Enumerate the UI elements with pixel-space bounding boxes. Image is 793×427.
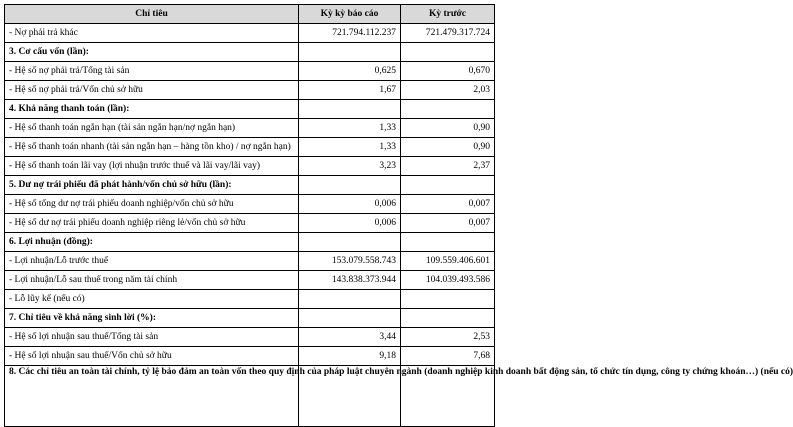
row-previous-value: 0,670 [401,62,495,81]
row-current-value: 1,33 [299,119,401,138]
row-previous-value [401,176,495,195]
row-label: - Hệ số thanh toán nhanh (tài sản ngắn hạn – hàng tồn kho) / nợ ngắn hạn) [5,138,299,157]
row-previous-value: 0,007 [401,195,495,214]
table-row [5,119,495,138]
table-row [5,328,495,347]
row-label: - Lợi nhuận/Lỗ trước thuế [5,252,299,271]
row-label: - Hệ số tổng dư nợ trái phiếu doanh nghiệp/vốn chủ sở hữu [5,195,299,214]
row-previous-value [401,100,495,119]
row-label: - Lỗ lũy kế (nếu có) [5,290,299,309]
row-previous-value [401,309,495,328]
financial-indicators-table [4,4,793,427]
row-previous-value: 0,90 [401,119,495,138]
row-current-value [299,176,401,195]
table-row [5,81,495,100]
table-section-row [5,43,495,62]
row-previous-value: 2,53 [401,328,495,347]
row-current-value [299,233,401,252]
row-current-value: 1,33 [299,138,401,157]
table-body [5,24,495,366]
row-current-value [299,290,401,309]
row-label: - Hệ số nợ phải trả/Tổng tài sản [5,62,299,81]
row-previous-value [401,290,495,309]
table-header-row [5,5,495,24]
table-row [5,195,495,214]
row-label: - Hệ số lợi nhuận sau thuế/Vốn chủ sở hữu [5,347,299,366]
row-label: - Hệ số thanh toán ngắn hạn (tài sản ngắn hạn/nợ ngắn hạn) [5,119,299,138]
table-row [5,157,495,176]
row-label: - Hệ số lợi nhuận sau thuế/Tổng tài sản [5,328,299,347]
table-section-row [5,309,495,328]
row-current-value: 3,23 [299,157,401,176]
row-current-value: 1,67 [299,81,401,100]
row-label: - Hệ số nợ phải trả/Vốn chủ sở hữu [5,81,299,100]
row-label: 8. Các chỉ tiêu an toàn tài chính, tỷ lệ bảo đảm an toàn vốn theo quy định của pháp luật chuyên ngành (doanh nghiệp kinh doanh bất động sản, tổ chức tín dụng, công ty chứng khoán…) (nếu có) [5,366,299,427]
table-section-row [5,233,495,252]
row-previous-value [401,43,495,62]
row-label: 3. Cơ cấu vốn (lần): [5,43,299,62]
row-previous-value: 2,03 [401,81,495,100]
table-row [5,347,495,366]
row-label: - Nợ phải trả khác [5,24,299,43]
row-previous-value: 0,007 [401,214,495,233]
row-current-value [299,309,401,328]
row-previous-value: 104.039.493.586 [401,271,495,290]
table-row-section-8 [5,366,495,427]
table-row [5,62,495,81]
column-header-reporting-period: Kỳ kỳ báo cáo [299,5,401,24]
table-row [5,290,495,309]
row-current-value [299,43,401,62]
row-current-value: 3,44 [299,328,401,347]
row-current-value: 143.838.373.944 [299,271,401,290]
row-current-value: 0,006 [299,195,401,214]
table-row [5,271,495,290]
row-current-value: 0,625 [299,62,401,81]
row-previous-value [401,233,495,252]
row-label: - Lợi nhuận/Lỗ sau thuế trong năm tài chính [5,271,299,290]
row-label: 5. Dư nợ trái phiếu đã phát hành/vốn chủ sở hữu (lần): [5,176,299,195]
row-previous-value: 2,37 [401,157,495,176]
row-label: - Hệ số thanh toán lãi vay (lợi nhuận trước thuế và lãi vay/lãi vay) [5,157,299,176]
row-label: 6. Lợi nhuận (đồng): [5,233,299,252]
column-header-previous-period: Kỳ trước [401,5,495,24]
row-current-value: 0,006 [299,214,401,233]
table-row [5,24,495,43]
row-label: - Hệ số dư nợ trái phiếu doanh nghiệp riêng lẻ/vốn chủ sở hữu [5,214,299,233]
row-label: 4. Khả năng thanh toán (lần): [5,100,299,119]
table-row [5,252,495,271]
table-section-row [5,176,495,195]
row-previous-value: 7,68 [401,347,495,366]
table-row [5,138,495,157]
row-previous-value: 0,90 [401,138,495,157]
row-current-value: 721.794.112.237 [299,24,401,43]
row-previous-value: 721.479.317.724 [401,24,495,43]
row-current-value [299,100,401,119]
row-current-value: 153.079.558.743 [299,252,401,271]
table-section-row [5,100,495,119]
row-previous-value: 109.559.406.601 [401,252,495,271]
table-row [5,214,495,233]
row-label: 7. Chỉ tiêu về khả năng sinh lời (%): [5,309,299,328]
column-header-indicator: Chỉ tiêu [5,5,299,24]
row-current-value: 9,18 [299,347,401,366]
